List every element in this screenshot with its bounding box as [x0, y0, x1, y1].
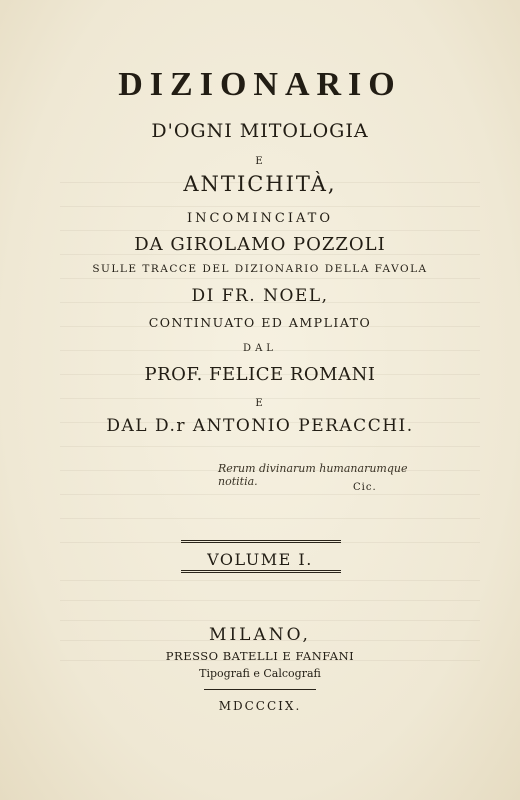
- source-author-noel: DI FR. NOEL,: [191, 286, 329, 306]
- epigraph-source: Cic.: [353, 482, 377, 493]
- author-pozzoli: DA GIROLAMO POZZOLI: [134, 234, 386, 255]
- subtitle-mythology: D'OGNI MITOLOGIA: [151, 120, 369, 142]
- imprint-publisher: PRESSO BATELLI E FANFANI: [165, 649, 355, 663]
- imprint-city: MILANO,: [209, 625, 311, 645]
- author-peracchi: DAL D.r ANTONIO PERACCHI.: [106, 416, 414, 436]
- subtitle-antiquity: ANTICHITÀ,: [183, 172, 337, 196]
- imprint-year: MDCCCIX.: [218, 699, 302, 713]
- conjunction-e: E: [255, 156, 265, 167]
- continued-label: CONTINUATO ED AMPLIATO: [148, 315, 372, 330]
- volume-rule-bottom: [181, 570, 341, 573]
- author-romani: PROF. FELICE ROMANI: [144, 364, 376, 385]
- source-line: SULLE TRACCE DEL DIZIONARIO DELLA FAVOLA: [92, 263, 428, 275]
- from-label: DAL: [243, 343, 277, 354]
- imprint-trade: Tipografi e Calcografi: [199, 667, 321, 680]
- begun-label: INCOMINCIATO: [186, 211, 334, 226]
- book-title: DIZIONARIO: [118, 66, 402, 103]
- conjunction-e-2: E: [255, 398, 265, 409]
- epigraph-quote: Rerum divinarum humanarumque notitia.: [218, 462, 408, 488]
- volume-rule-top: [181, 540, 341, 543]
- imprint-rule: [204, 689, 316, 690]
- volume-label: VOLUME I.: [207, 550, 313, 569]
